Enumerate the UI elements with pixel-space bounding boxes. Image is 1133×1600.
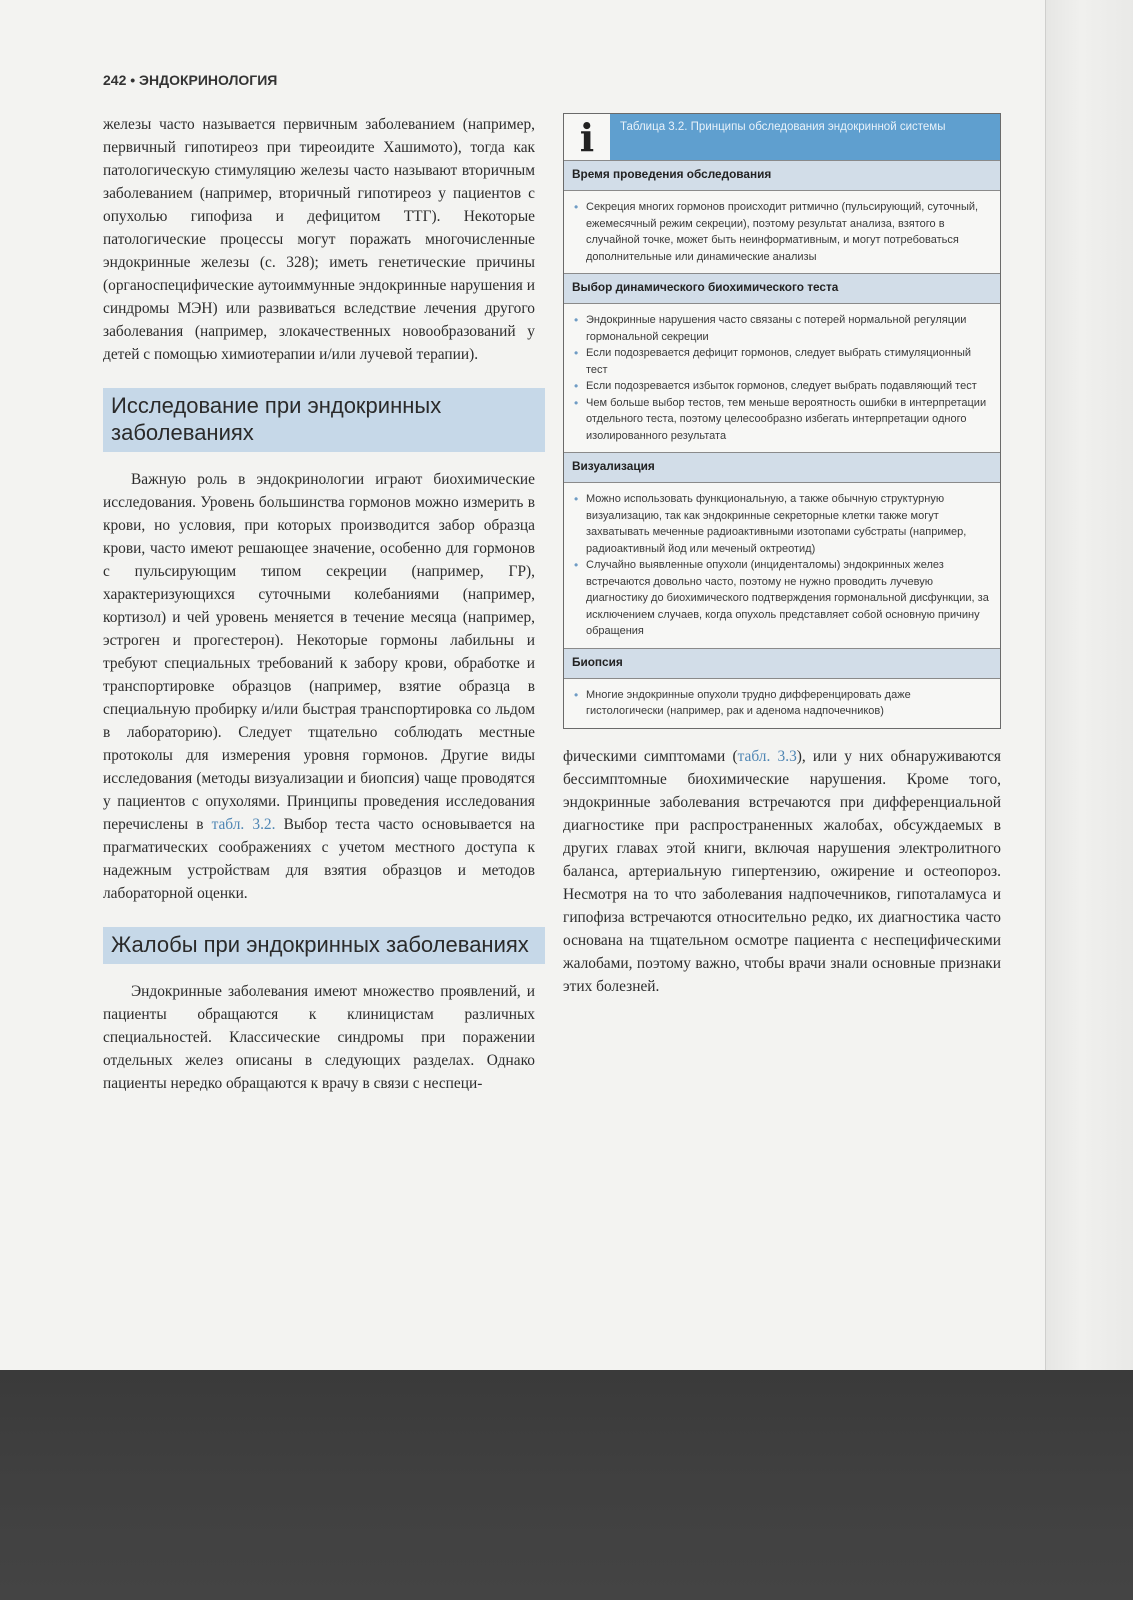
continuation-text-b: ), или у них обнаруживаются бессимптомные биохимические нарушения. Кроме того, эндокринные заболевания встречаются при дифференциальной диагностике при распространенных жалобах, обсуждаемых в других главах этой книги, включая нарушения электролитного баланса, артериальную гипертензию, ожирение и остеопороз. Несмотря на то что заболевания надпочечников, гипоталамуса и гипофиза встречаются относительно редко, их диагностика часто основана на тщательном осмотре пациента с неспецифическими жалобами, поэтому важно, чтобы врачи знали основные признаки этих болезней. <box>563 747 1001 995</box>
complaints-paragraph: Эндокринные заболевания имеют множество проявлений, и пациенты обращаются к клиницистам различных специальностей. Классические синдромы при поражении отдельных желез описаны в следующих разделах. Однако пациенты нередко обращаются к врачу в связи с неспеци- <box>103 983 535 1092</box>
section-heading-box <box>103 927 545 964</box>
table-section-body <box>564 483 1000 648</box>
investigation-paragraph <box>103 468 535 905</box>
table-list-item: • Если подозревается избыток гормонов, следует выбрать подавляющий тест <box>572 378 990 395</box>
table-title: Таблица 3.2. Принципы обследования эндокринной системы <box>610 114 1000 160</box>
table-list-item: • Эндокринные нарушения часто связаны с потерей нормальной регуляции гормональной секреции <box>572 312 990 345</box>
scanner-background <box>0 1370 1133 1600</box>
running-header <box>103 72 277 88</box>
table-section-body <box>564 679 1000 728</box>
continuation-paragraph <box>563 745 1001 998</box>
info-icon: i <box>564 114 610 160</box>
right-column <box>563 113 1001 998</box>
page-number: 242 <box>103 72 127 88</box>
running-title: ЭНДОКРИНОЛОГИЯ <box>139 72 278 88</box>
section-title-complaints: Жалобы при эндокринных заболеваниях <box>111 932 529 957</box>
table-reference-link[interactable]: табл. 3.3 <box>737 747 797 765</box>
table-section-heading: Время проведения обследования <box>564 160 1000 191</box>
left-column <box>103 113 535 1095</box>
section-title-investigation: Исследование при эндокринных заболеваниях <box>111 393 442 445</box>
table-list-item: • Случайно выявленные опухоли (инциденталомы) эндокринных желез встречаются довольно часто, поэтому не нужно проводить лучевую диагностику до биохимического подтверждения гормональной дисфункции, за исключением случаев, когда опухоль представляет собой основную причину обращения <box>572 557 990 640</box>
table-reference-link[interactable]: табл. 3.2. <box>211 816 276 833</box>
table-section-heading: Биопсия <box>564 648 1000 679</box>
table-list-item: • Многие эндокринные опухоли трудно дифференцировать даже гистологически (например, рак и аденома надпочечников) <box>572 687 990 720</box>
table-list-item: • Можно использовать функциональную, а также обычную структурную визуализацию, так как эндокринные секреторные клетки также могут захватывать меченные радиоактивными изотопами субстраты (например, радиоактивный йод или меченый октреотид) <box>572 491 990 557</box>
table-section-heading: Визуализация <box>564 452 1000 483</box>
table-list-item: • Чем больше выбор тестов, тем меньше вероятность ошибки в интерпретации отдельного теста, поэтому целесообразно избегать интерпретации одного изолированного результата <box>572 395 990 445</box>
table-section-body <box>564 304 1000 452</box>
investigation-text-a: Важную роль в эндокринологии играют биохимические исследования. Уровень большинства гормонов можно измерить в крови, но условия, при которых производится забор образца крови, часто имеют решающее значение, особенно для гормонов с пульсирующим типом секреции (например, ГР), характеризующихся суточными колебаниями (например, кортизол) и чей уровень меняется в течение месяца (например, эстроген и прогестерон). Некоторые гормоны лабильны и требуют специальных требований к забору крови, обработке и транспортировке образцов (например, взятие образца в специальную пробирку и/или быстрая транспортировка со льдом в лабораторию). Следует тщательно соблюдать местные протоколы для измерения уровня гормонов. Другие виды исследования (методы визуализации и биопсия) чаще проводятся у пациентов с опухолями. Принципы проведения исследования перечислены в <box>103 471 535 833</box>
table-header <box>564 114 1000 160</box>
continuation-text-a: фическими симптомами ( <box>563 747 738 765</box>
investigation-text-b: Выбор теста часто основывается на прагматических соображениях с учетом местного доступа к надежным устройствам для взятия образцов и методов лабораторной оценки. <box>103 816 535 902</box>
header-bullet: • <box>130 72 136 88</box>
table-list-item: • Секреция многих гормонов происходит ритмично (пульсирующий, суточный, ежемесячный режим секреции), поэтому результат анализа, взятого в случайной точке, может быть неинформативным, и могут потребоваться дополнительные или динамические анализы <box>572 199 990 265</box>
section-heading-box <box>103 388 545 452</box>
intro-paragraph: железы часто называется первичным заболеванием (например, первичный гипотиреоз при тиреоидите Хашимото), тогда как патологическую стимуляцию железы часто называют вторичным заболеванием (например, вторичный гипотиреоз у пациентов с опухолью гипофиза и дефицитом ТТГ). Некоторые патологические процессы могут поражать многочисленные эндокринные железы (с. 328); иметь генетические причины (органоспецифические аутоиммунные эндокринные нарушения и синдромы МЭН) или развиваться вследствие лечения другого заболевания (например, злокачественных новообразований у детей с помощью химиотерапии и/или лучевой терапии). <box>103 116 535 363</box>
info-table <box>563 113 1001 729</box>
table-list-item: • Если подозревается дефицит гормонов, следует выбрать стимуляционный тест <box>572 345 990 378</box>
table-section-body <box>564 191 1000 273</box>
next-page-edge <box>1045 0 1133 1370</box>
table-section-heading: Выбор динамического биохимического теста <box>564 273 1000 304</box>
